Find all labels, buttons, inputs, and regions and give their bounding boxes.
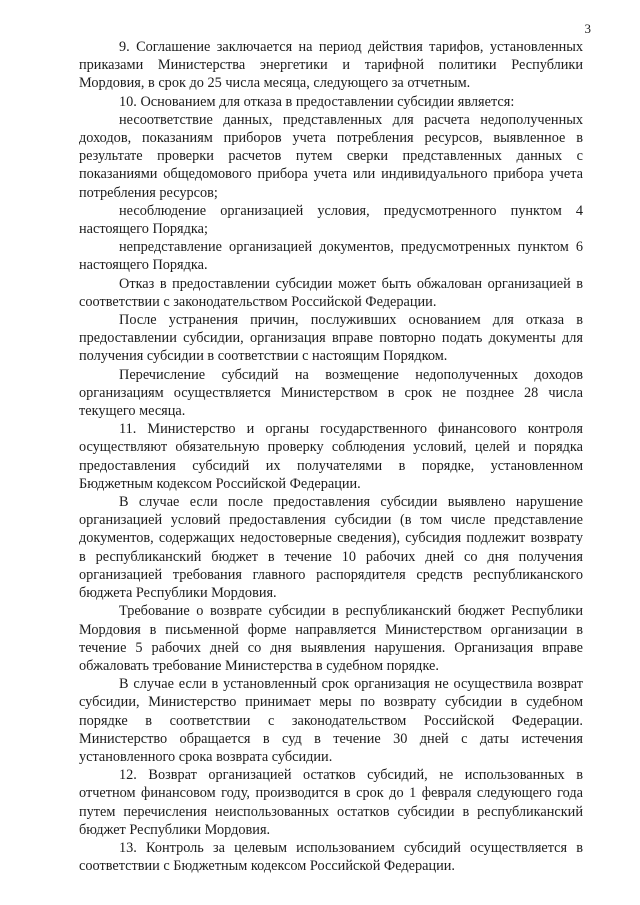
page-number: 3 bbox=[584, 21, 591, 36]
paragraph-subsidy-transfer: Перечисление субсидий на возмещение недополученных доходов организациям осуществляется Министерством в срок не позднее 28 числа текущего месяца. bbox=[79, 366, 583, 420]
paragraph-11-control: 11. Министерство и органы государственного финансового контроля осуществляют обязательную проверку соблюдения условий, целей и порядка предоставления субсидий их получателями в порядке, установленном Бюджетным кодексом Российской Федерации. bbox=[79, 421, 583, 492]
document-body bbox=[79, 38, 583, 875]
refusal-ground-missing-documents: непредставление организацией документов, предусмотренных пунктом 6 настоящего Порядка. bbox=[79, 239, 583, 274]
paragraph-violation-return: В случае если после предоставления субсидии выявлено нарушение организацией условий предоставления субсидии (в том числе представление документов, содержащих недостоверные сведения), субсидия подлежит возврату в республиканский бюджет в течение 10 рабочих дней со дня получения организацией требования главного распорядителя средств республиканского бюджета Республики Мордовия. bbox=[79, 494, 583, 602]
paragraph-court-recovery: В случае если в установленный срок организация не осуществила возврат субсидии, Министерство принимает меры по возврату субсидии в судебном порядке в соответствии с законодательством Российской Федерации. Министерство обращается в суд в течение 30 дней с даты истечения установленного срока возврата субсидии. bbox=[79, 676, 583, 765]
paragraph-13-targeted-use-control: 13. Контроль за целевым использованием субсидий осуществляется в соответствии с Бюджетным кодексом Российской Федерации. bbox=[79, 839, 583, 875]
paragraph-refusal-appeal: Отказ в предоставлении субсидии может быть обжалован организацией в соответствии с законодательством Российской Федерации. bbox=[79, 275, 583, 310]
paragraph-resubmission: После устранения причин, послуживших основанием для отказа в предоставлении субсидии, организация вправе повторно подать документы для получения субсидии в соответствии с настоящим Порядком. bbox=[79, 312, 583, 365]
paragraph-9-agreement-term: 9. Соглашение заключается на период действия тарифов, установленных приказами Министерства энергетики и тарифной политики Республики Мордовия, в срок до 25 числа месяца, следующего за отчетным. bbox=[79, 39, 583, 92]
paragraph-10-refusal-grounds: 10. Основанием для отказа в предоставлении субсидии является: bbox=[119, 93, 515, 110]
refusal-ground-condition-noncompliance: несоблюдение организацией условия, предусмотренного пунктом 4 настоящего Порядка; bbox=[79, 202, 583, 238]
paragraph-12-unused-balances: 12. Возврат организацией остатков субсидий, не использованных в отчетном финансовом году, производится в срок до 1 февраля следующего года путем перечисления неиспользованных остатков субсидии в республиканский бюджет Республики Мордовия. bbox=[79, 767, 583, 838]
refusal-ground-data-mismatch: несоответствие данных, представленных для расчета недополученных доходов, показаниям приборов учета потребления ресурсов, выявленное в результате проверки расчетов путем сверки представленных данных с показаниями общедомового прибора учета или индивидуального прибора учета потребления ресурсов; bbox=[79, 111, 583, 201]
paragraph-return-demand: Требование о возврате субсидии в республиканский бюджет Республики Мордовия в письменной форме направляется Министерством организации в течение 5 рабочих дней со дня выявления нарушения. Организация вправе обжаловать требование Министерства в судебном порядке. bbox=[79, 603, 583, 674]
